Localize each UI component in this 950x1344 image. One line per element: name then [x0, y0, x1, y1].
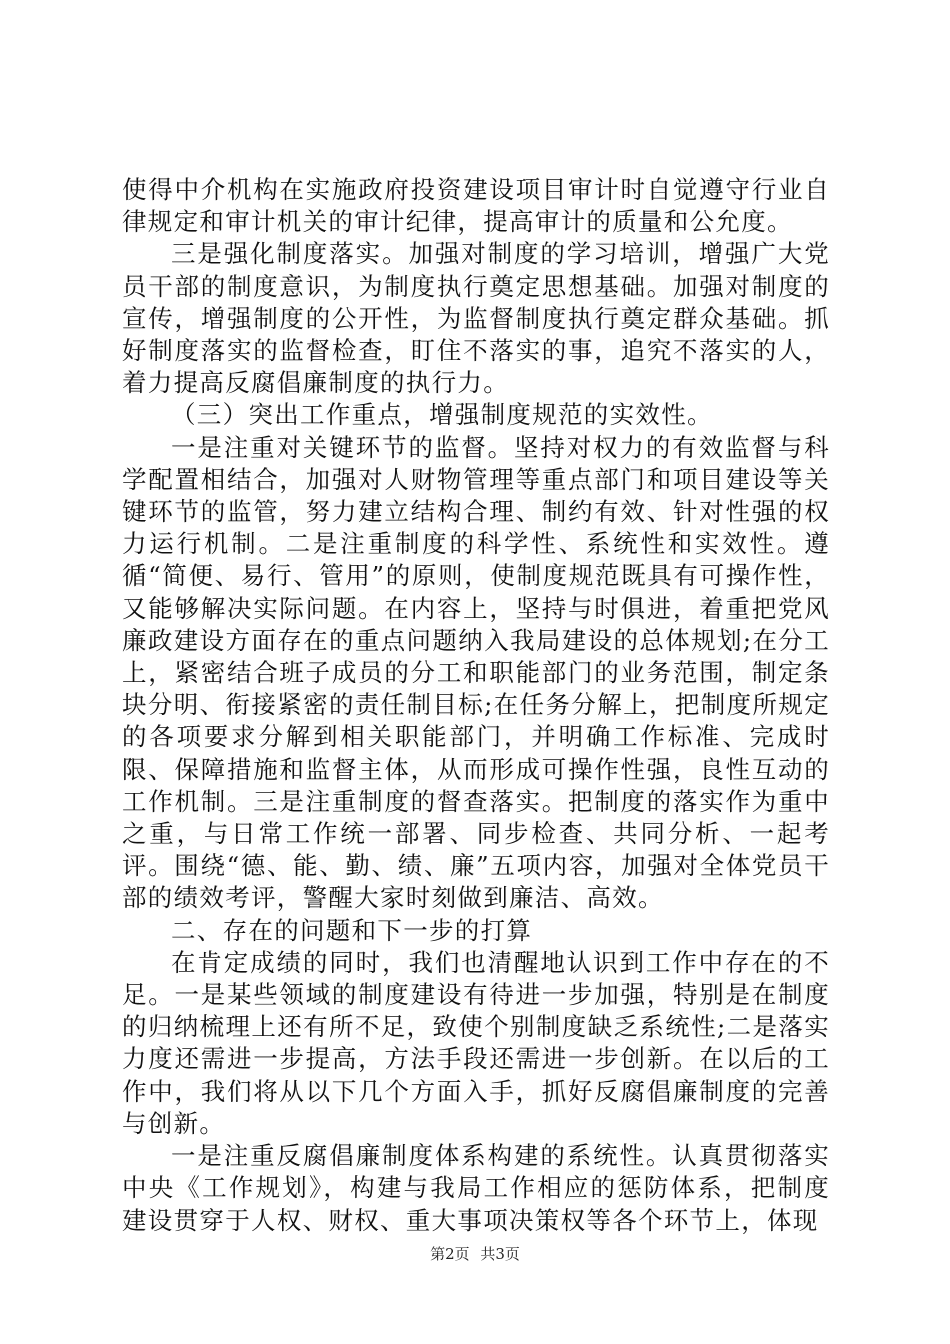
- section-heading-problems: 二、存在的问题和下一步的打算: [171, 915, 533, 945]
- page-number-current: 第2页: [430, 1245, 470, 1263]
- page-number-total: 共3页: [480, 1245, 520, 1263]
- page-footer: [0, 1243, 950, 1264]
- paragraph-continuation: 使得中介机构在实施政府投资建设项目审计时自觉遵守行业自律规定和审计机关的审计纪律，提高审计的质量和公允度。: [122, 175, 830, 237]
- paragraph-key-supervision: 一是注重对关键环节的监督。坚持对权力的有效监督与科学配置相结合，加强对人财物管理等重点部门和项目建设等关键环节的监管，努力建立结构合理、制约有效、针对性强的权力运行机制。二是注重制度的科学性、系统性和实效性。遵循“简便、易行、管用”的原则，使制度规范既具有可操作性，又能够解决实际问题。在内容上，坚持与时俱进，着重把党风廉政建设方面存在的重点问题纳入我局建设的总体规划;在分工上，紧密结合班子成员的分工和职能部门的业务范围，制定条块分明、衔接紧密的责任制目标;在任务分解上，把制度所规定的各项要求分解到相关职能部门，并明确工作标准、完成时限、保障措施和监督主体，从而形成可操作性强，良性互动的工作机制。三是注重制度的督查落实。把制度的落实作为重中之重，与日常工作统一部署、同步检查、共同分析、一起考评。围绕“德、能、勤、绩、廉”五项内容，加强对全体党员干部的绩效考评，警醒大家时刻做到廉洁、高效。: [122, 432, 830, 913]
- paragraph-systematic-construction: 一是注重反腐倡廉制度体系构建的系统性。认真贯彻落实中央《工作规划》，构建与我局工作相应的惩防体系，把制度建设贯穿于人权、财权、重大事项决策权等各个环节上，体现: [122, 1141, 830, 1235]
- paragraph-shortcomings: 在肯定成绩的同时，我们也清醒地认识到工作中存在的不足。一是某些领域的制度建设有待进一步加强，特别是在制度的归纳梳理上还有所不足，致使个别制度缺乏系统性;二是落实力度还需进一步提高，方法手段还需进一步创新。在以后的工作中，我们将从以下几个方面入手，抓好反腐倡廉制度的完善与创新。: [122, 947, 830, 1138]
- document-body: [122, 174, 830, 1237]
- paragraph-system-implementation: 三是强化制度落实。加强对制度的学习培训，增强广大党员干部的制度意识，为制度执行奠定思想基础。加强对制度的宣传，增强制度的公开性，为监督制度执行奠定群众基础。抓好制度落实的监督检查，盯住不落实的事，追究不落实的人，着力提高反腐倡廉制度的执行力。: [122, 239, 830, 398]
- section-heading-focus: （三）突出工作重点，增强制度规范的实效性。: [171, 400, 713, 430]
